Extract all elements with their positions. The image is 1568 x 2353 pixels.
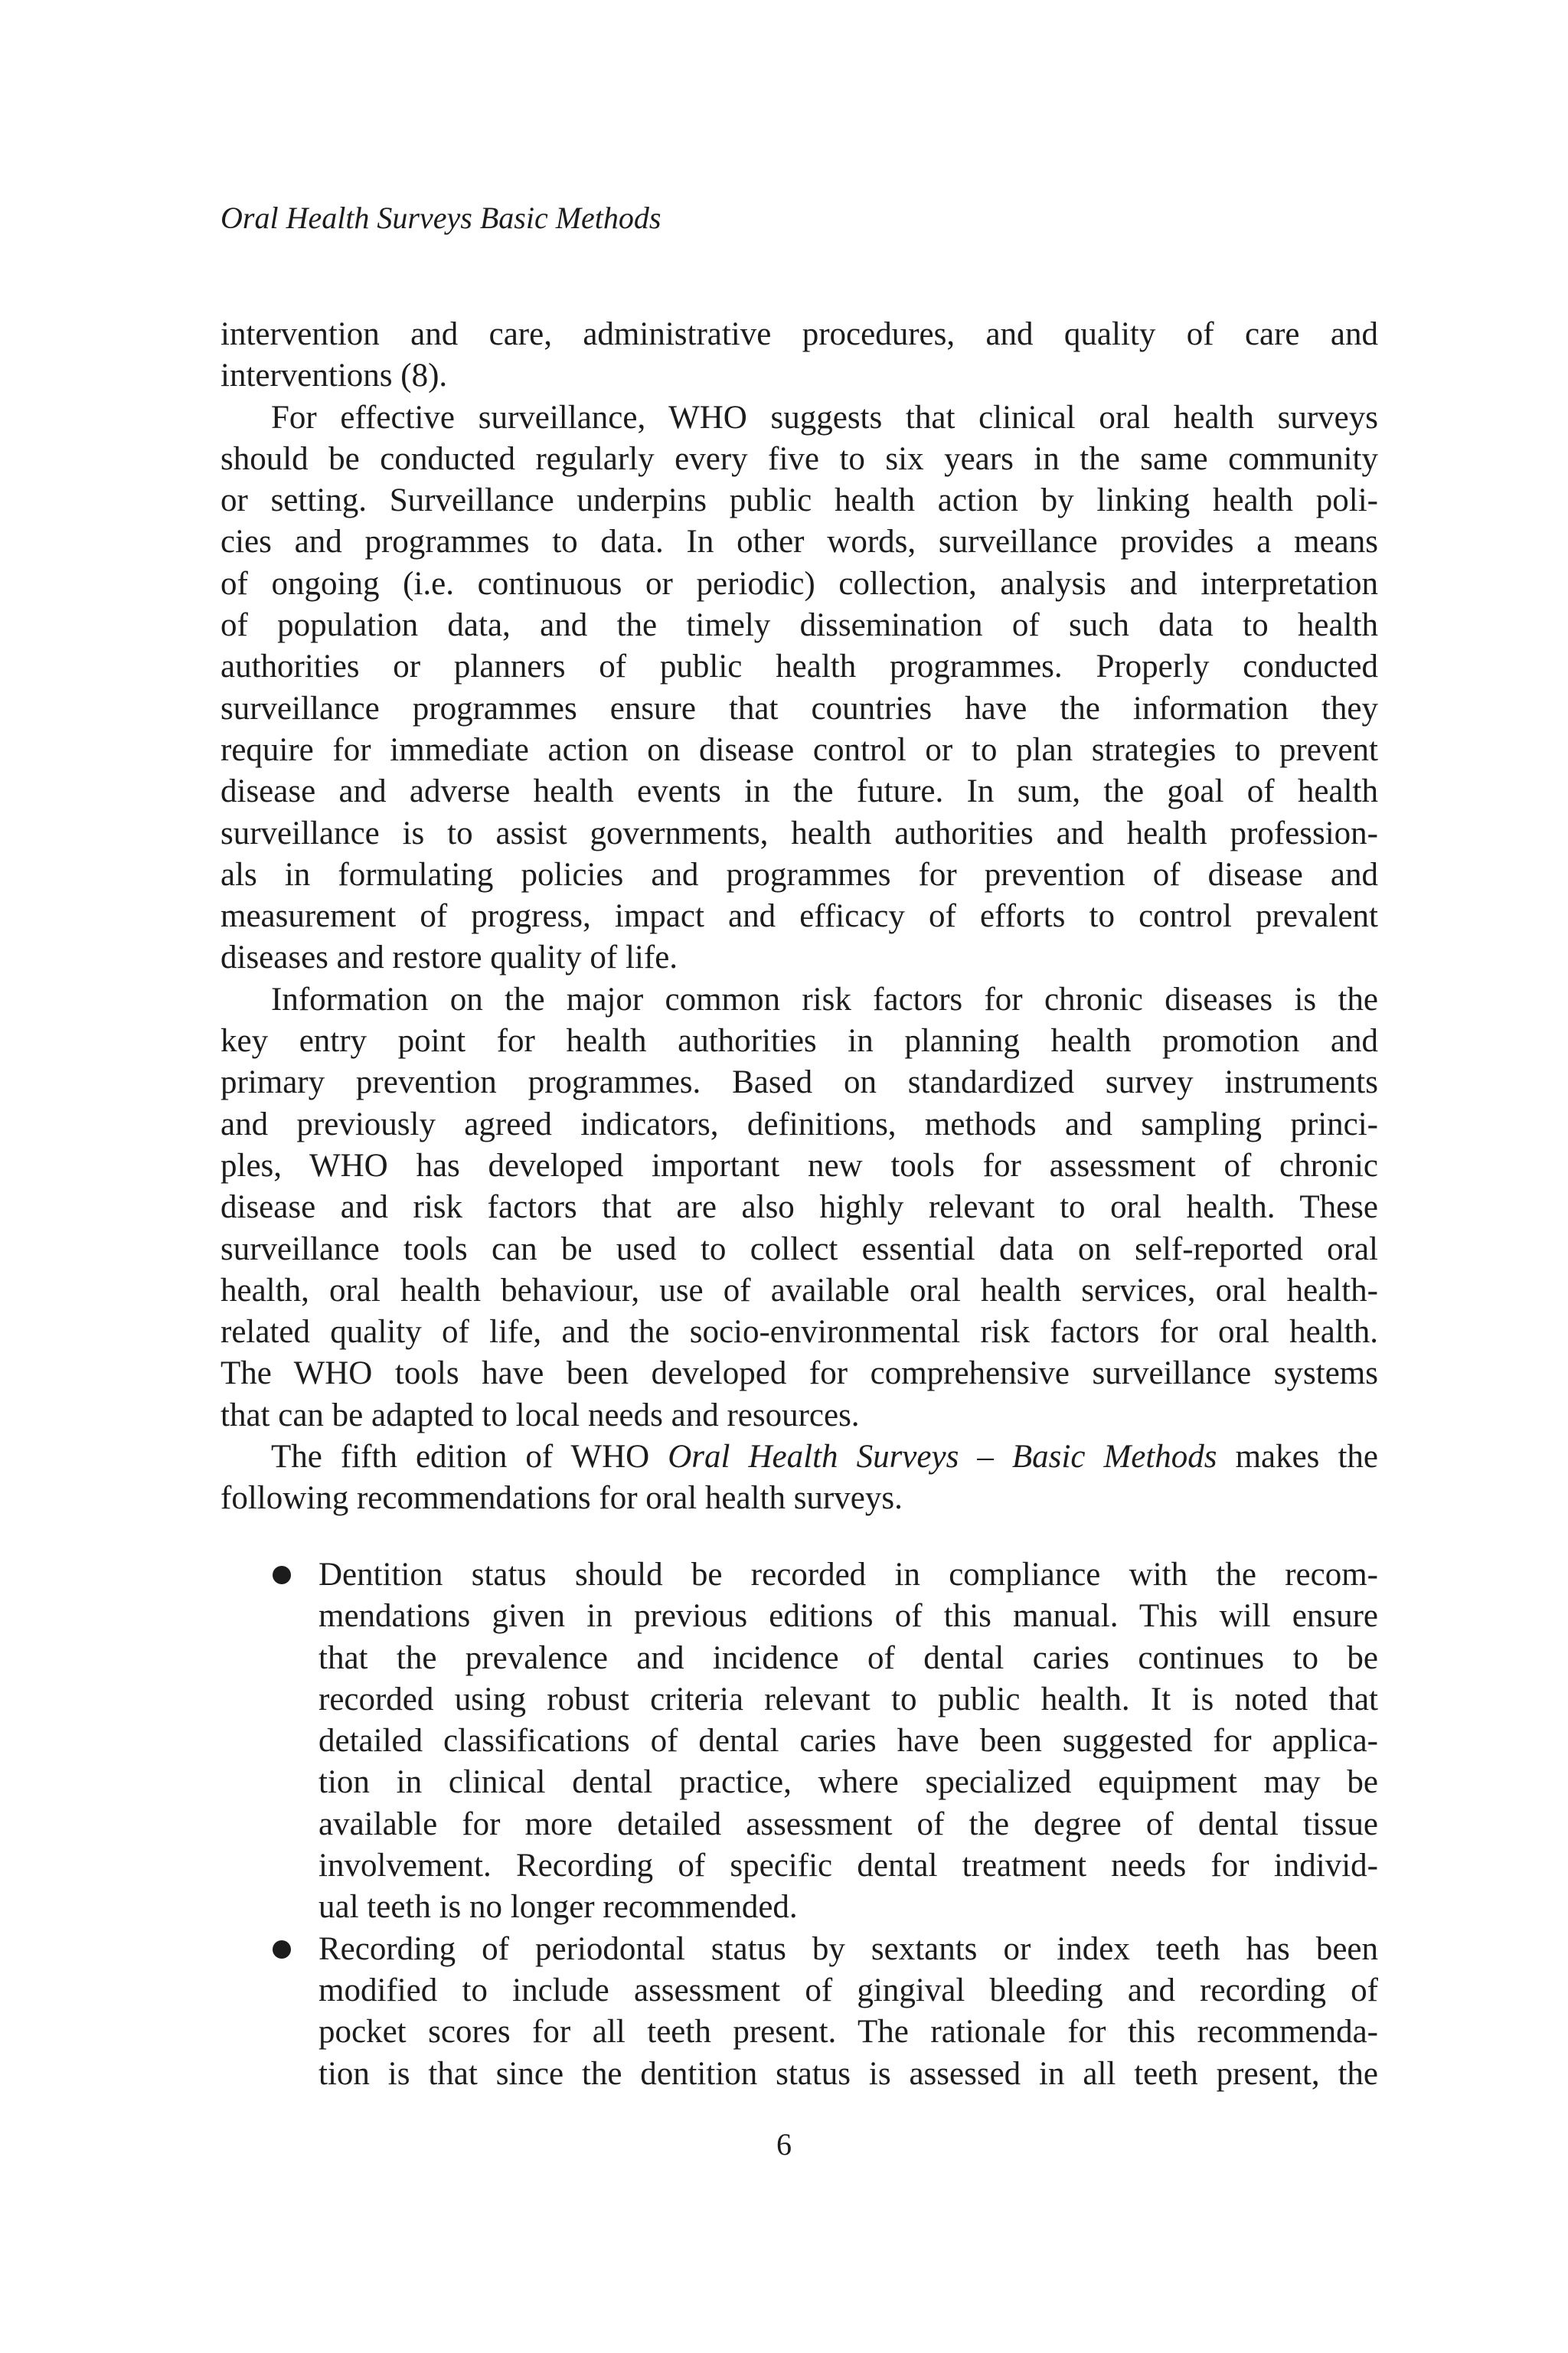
text-line: surveillance is to assist governments, health authorities and health profession- [220, 815, 1378, 851]
text-line: measurement of progress, impact and efficacy of efforts to control prevalent [220, 898, 1378, 935]
text-line [220, 1436, 1378, 1478]
page-number: 6 [776, 2127, 792, 2162]
text-line: Recording of periodontal status by sextants or index teeth has been [318, 1930, 1378, 1967]
text-line: should be conducted regularly every five to six years in the same community [220, 440, 1378, 477]
text-line: cies and programmes to data. In other words, surveillance provides a means [220, 524, 1378, 560]
text-run: The fifth edition of WHO [271, 1439, 668, 1476]
text-line: disease and risk factors that are also highly relevant to oral health. These [220, 1189, 1378, 1226]
text-line: ples, WHO has developed important new tools for assessment of chronic [220, 1147, 1378, 1184]
text-line: detailed classifications of dental caries have been suggested for applica- [318, 1723, 1378, 1760]
paragraph-4 [220, 1436, 1378, 1520]
list-item [220, 1929, 1378, 2095]
text-line: that the prevalence and incidence of dental caries continues to be [318, 1639, 1378, 1676]
text-line: involvement. Recording of specific dental treatment needs for individ- [318, 1848, 1378, 1884]
text-line: disease and adverse health events in the future. In sum, the goal of health [220, 773, 1378, 810]
text-line: als in formulating policies and programmes for prevention of disease and [220, 856, 1378, 893]
text-line: key entry point for health authorities in planning health promotion and [220, 1023, 1378, 1060]
text-line: health, oral health behaviour, use of available oral health services, oral health- [220, 1272, 1378, 1309]
text-line: diseases and restore quality of life. [220, 940, 678, 976]
text-line: of population data, and the timely dissemination of such data to health [220, 607, 1378, 644]
text-line: following recommendations for oral health surveys. [220, 1480, 903, 1517]
text-line: surveillance programmes ensure that countries have the information they [220, 690, 1378, 727]
text-line: Information on the major common risk factors for chronic diseases is the [271, 981, 1378, 1018]
paragraph-2 [220, 397, 1378, 979]
text-line: pocket scores for all teeth present. The rationale for this recommenda- [318, 2014, 1378, 2051]
text-line: related quality of life, and the socio-environmental risk factors for oral health. [220, 1314, 1378, 1351]
paragraph-3 [220, 979, 1378, 1436]
body-text [220, 314, 1378, 1520]
text-line: or setting. Surveillance underpins public health action by linking health poli- [220, 482, 1378, 519]
text-line: of ongoing (i.e. continuous or periodic) collection, analysis and interpretation [220, 565, 1378, 602]
text-line: primary prevention programmes. Based on standardized survey instruments [220, 1064, 1378, 1101]
text-line: The WHO tools have been developed for comprehensive surveillance systems [220, 1355, 1378, 1392]
text-line: require for immediate action on disease control or to plan strategies to prevent [220, 731, 1378, 768]
text-line: mendations given in previous editions of this manual. This will ensure [318, 1598, 1378, 1635]
text-line: interventions (8). [220, 358, 448, 394]
text-line: available for more detailed assessment of the degree of dental tissue [318, 1806, 1378, 1842]
text-line: authorities or planners of public health programmes. Properly conducted [220, 649, 1378, 685]
text-line: modified to include assessment of gingival bleeding and recording of [318, 1972, 1378, 2008]
text-run: makes the [1217, 1439, 1378, 1476]
text-line: tion in clinical dental practice, where specialized equipment may be [318, 1764, 1378, 1801]
text-line: that can be adapted to local needs and resources. [220, 1397, 860, 1433]
text-line: tion is that since the dentition status is assessed in all teeth present, the [318, 2055, 1378, 2092]
bullet-icon [273, 1940, 291, 1959]
list-item [220, 1554, 1378, 1929]
text-line: ual teeth is no longer recommended. [318, 1889, 798, 1926]
text-line: Dentition status should be recorded in compliance with the recom- [318, 1557, 1378, 1593]
text-line: surveillance tools can be used to collect essential data on self-reported oral [220, 1230, 1378, 1267]
text-line: recorded using robust criteria relevant to public health. It is noted that [318, 1681, 1378, 1717]
book-title-italic: Oral Health Surveys – Basic Methods [668, 1439, 1217, 1476]
running-header: Oral Health Surveys Basic Methods [220, 201, 662, 235]
recommendations-list [220, 1554, 1378, 2095]
text-line: and previously agreed indicators, definitions, methods and sampling princi- [220, 1106, 1378, 1142]
text-line: intervention and care, administrative procedures, and quality of care and [220, 316, 1378, 352]
paragraph-1 [220, 314, 1378, 397]
text-line: For effective surveillance, WHO suggests that clinical oral health surveys [271, 399, 1378, 436]
bullet-icon [273, 1566, 291, 1584]
